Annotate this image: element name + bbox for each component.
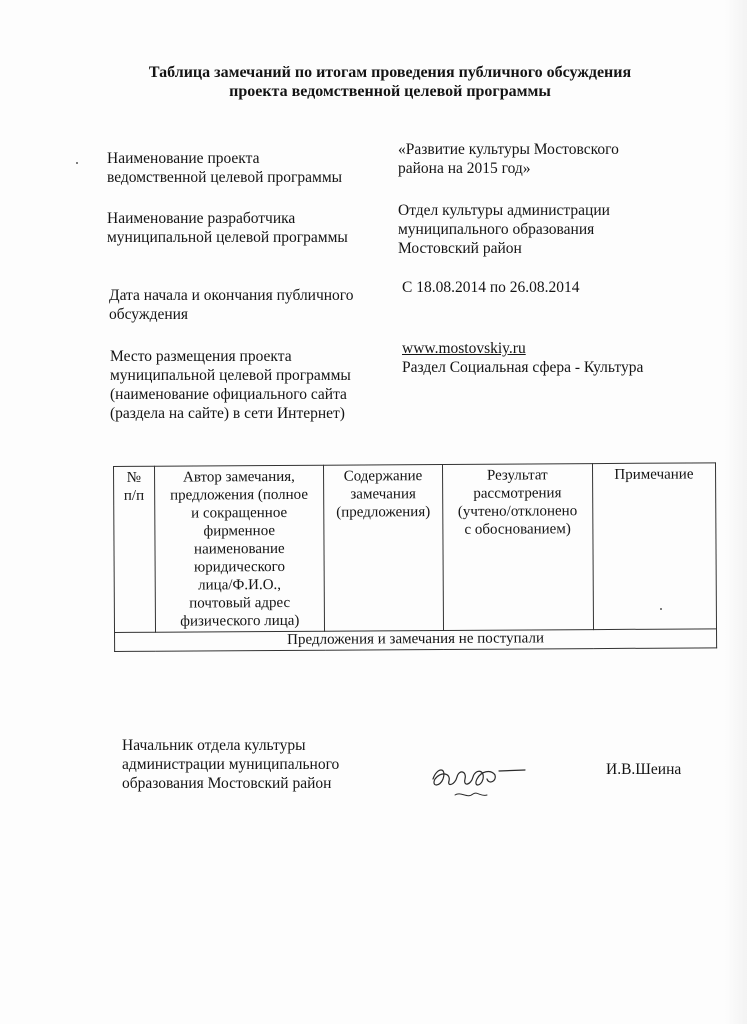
header-result: Результат рассмотрения (учтено/отклонено с обоснованием) <box>442 464 593 631</box>
no-remarks-message: Предложения и замечания не поступали <box>115 629 717 652</box>
info-value-project-name: «Развитие культуры Мостовского района на 2015 год» <box>398 141 619 177</box>
table-row <box>115 629 717 652</box>
title-line-1: Таблица замечаний по итогам проведения публичного обсуждения <box>148 64 632 81</box>
info-label-publication-place: Место размещения проекта муниципальной целевой программы (наименование официального сайта (раздела на сайте) в сети Интернет) <box>110 348 351 422</box>
handwritten-signature <box>425 757 535 807</box>
info-label-project-name: Наименование проекта ведомственной целевой программы <box>107 150 343 186</box>
title-line-2: проекта ведомственной целевой программы <box>229 83 551 100</box>
header-content: Содержание замечания (предложения) <box>324 464 444 631</box>
signer-name: И.В.Шеина <box>606 761 682 778</box>
website-section: Раздел Социальная сфера - Культура <box>402 359 644 376</box>
header-author: Автор замечания, предложения (полное и сокращенное фирменное наименование юридического лица/Ф.И.О., почтовый адрес физического лица) <box>154 465 325 632</box>
scan-page-edge <box>725 0 747 1024</box>
scan-speck <box>76 162 78 164</box>
info-value-publication-place <box>402 339 643 377</box>
info-label-developer: Наименование разработчика муниципальной целевой программы <box>107 210 348 246</box>
header-note: Примечание <box>592 463 716 630</box>
info-value-developer: Отдел культуры администрации муниципального образования Мостовский район <box>398 202 610 257</box>
scan-speck <box>660 608 662 610</box>
info-label-discussion-dates: Дата начала и окончания публичного обсуждения <box>109 287 354 323</box>
document-title <box>110 63 670 101</box>
signatory-position: Начальник отдела культуры администрации муниципального образования Мостовский район <box>122 737 340 792</box>
header-number: № п/п <box>114 466 156 632</box>
remarks-table <box>113 462 717 652</box>
table-header-row <box>114 463 717 633</box>
info-value-discussion-dates: С 18.08.2014 по 26.08.2014 <box>402 279 580 296</box>
website-link[interactable]: www.mostovskiy.ru <box>402 340 526 357</box>
